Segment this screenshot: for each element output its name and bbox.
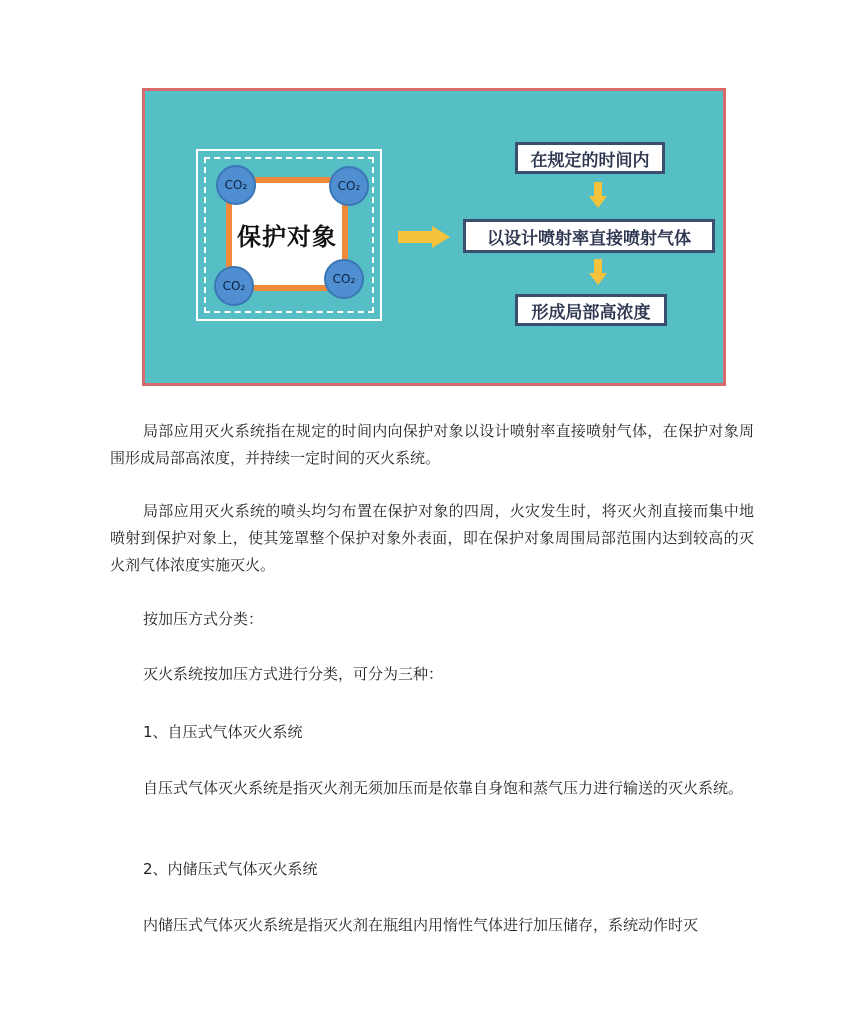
paragraph-self-pressurized: 自压式气体灭火系统是指灭火剂无须加压而是依靠自身饱和蒸气压力进行输送的灭火系统。: [143, 779, 744, 797]
co2-nozzle-top-right: CO₂: [329, 166, 369, 206]
paragraph-internal-pressurized: 内储压式气体灭火系统是指灭火剂在瓶组内用惰性气体进行加压储存，系统动作时灭: [143, 916, 699, 934]
co2-nozzle-bottom-left: CO₂: [214, 266, 254, 306]
co2-nozzle-bottom-right: CO₂: [324, 259, 364, 299]
step-box-3: 形成局部高浓度: [515, 294, 667, 326]
arrow-right-icon: [398, 226, 450, 248]
heading-internal-pressurized: 2、内储压式气体灭火系统: [143, 860, 318, 878]
arrow-down-icon: [589, 259, 607, 285]
protected-object-label: 保护对象: [237, 222, 337, 251]
step-box-2: 以设计喷射率直接喷射气体: [463, 219, 715, 253]
section-heading-pressurization: 按加压方式分类：: [143, 610, 264, 628]
co2-nozzle-top-left: CO₂: [216, 165, 256, 205]
heading-self-pressurized: 1、自压式气体灭火系统: [143, 723, 303, 741]
paragraph-definition: 局部应用灭火系统指在规定的时间内向保护对象以设计喷射率直接喷射气体，在保护对象周围形成局部高浓度，并持续一定时间的灭火系统。: [110, 422, 754, 467]
arrow-down-icon: [589, 182, 607, 208]
local-application-diagram: [142, 88, 726, 386]
step-box-1: 在规定的时间内: [515, 142, 665, 174]
paragraph-nozzle-layout: 局部应用灭火系统的喷头均匀布置在保护对象的四周，火灾发生时，将灭火剂直接而集中地喷射到保护对象上，使其笼罩整个保护对象外表面，即在保护对象周围局部范围内达到较高的灭火剂气体浓度实施灭火。: [110, 502, 754, 574]
paragraph-classification: 灭火系统按加压方式进行分类，可分为三种：: [143, 665, 444, 683]
